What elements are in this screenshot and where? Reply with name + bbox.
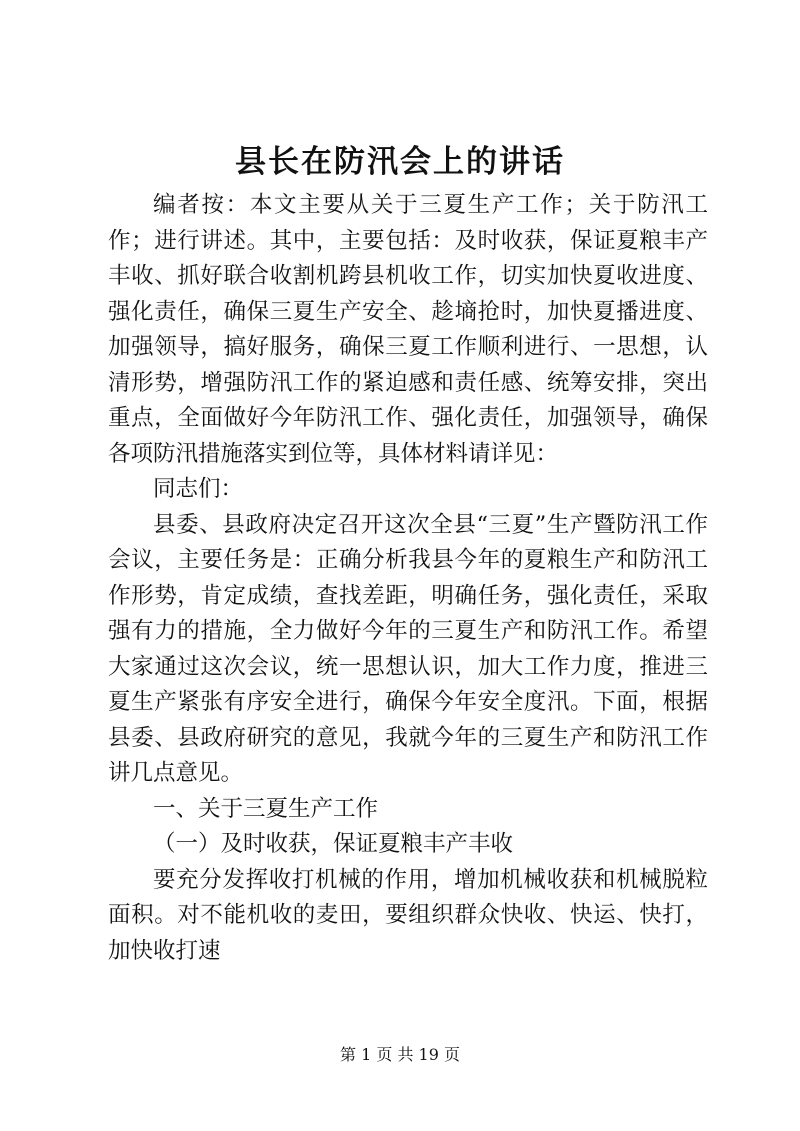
harvest-paragraph: 要充分发挥收打机械的作用，增加机械收获和机械脱粒面积。对不能机收的麦田，要组织群众快收、快运、快打，加快收打速 (108, 866, 708, 964)
document-body (108, 188, 708, 969)
subsection-heading: （一）及时收获，保证夏粮丰产丰收 (153, 831, 514, 857)
editor-note-paragraph: 编者按：本文主要从关于三夏生产工作；关于防汛工作；进行讲述。其中，主要包括：及时收获，保证夏粮丰产丰收、抓好联合收割机跨县机收工作，切实加快夏收进度、强化责任，确保三夏生产安全、趁墒抢时，加快夏播进度、加强领导，搞好服务，确保三夏工作顺利进行、一思想，认清形势，增强防汛工作的紧迫感和责任感、统筹安排，突出重点，全面做好今年防汛工作、强化责任，加强领导，确保各项防汛措施落实到位等，具体材料请详见： (108, 192, 708, 467)
page-number-footer: 第 1 页 共 19 页 (340, 1045, 460, 1064)
document-title: 县长在防汛会上的讲话 (235, 144, 565, 180)
salutation-paragraph: 同志们： (153, 476, 244, 502)
section-heading: 一、关于三夏生产工作 (153, 795, 379, 822)
meeting-intro-paragraph: 县委、县政府决定召开这次全县“三夏”生产暨防汛工作会议，主要任务是：正确分析我县今年的夏粮生产和防汛工作形势，肯定成绩，查找差距，明确任务，强化责任，采取强有力的措施，全力做好今年的三夏生产和防汛工作。希望大家通过这次会议，统一思想认识，加大工作力度，推进三夏生产紧张有序安全进行，确保今年安全度汛。下面，根据县委、县政府研究的意见，我就今年的三夏生产和防汛工作讲几点意见。 (108, 511, 708, 786)
